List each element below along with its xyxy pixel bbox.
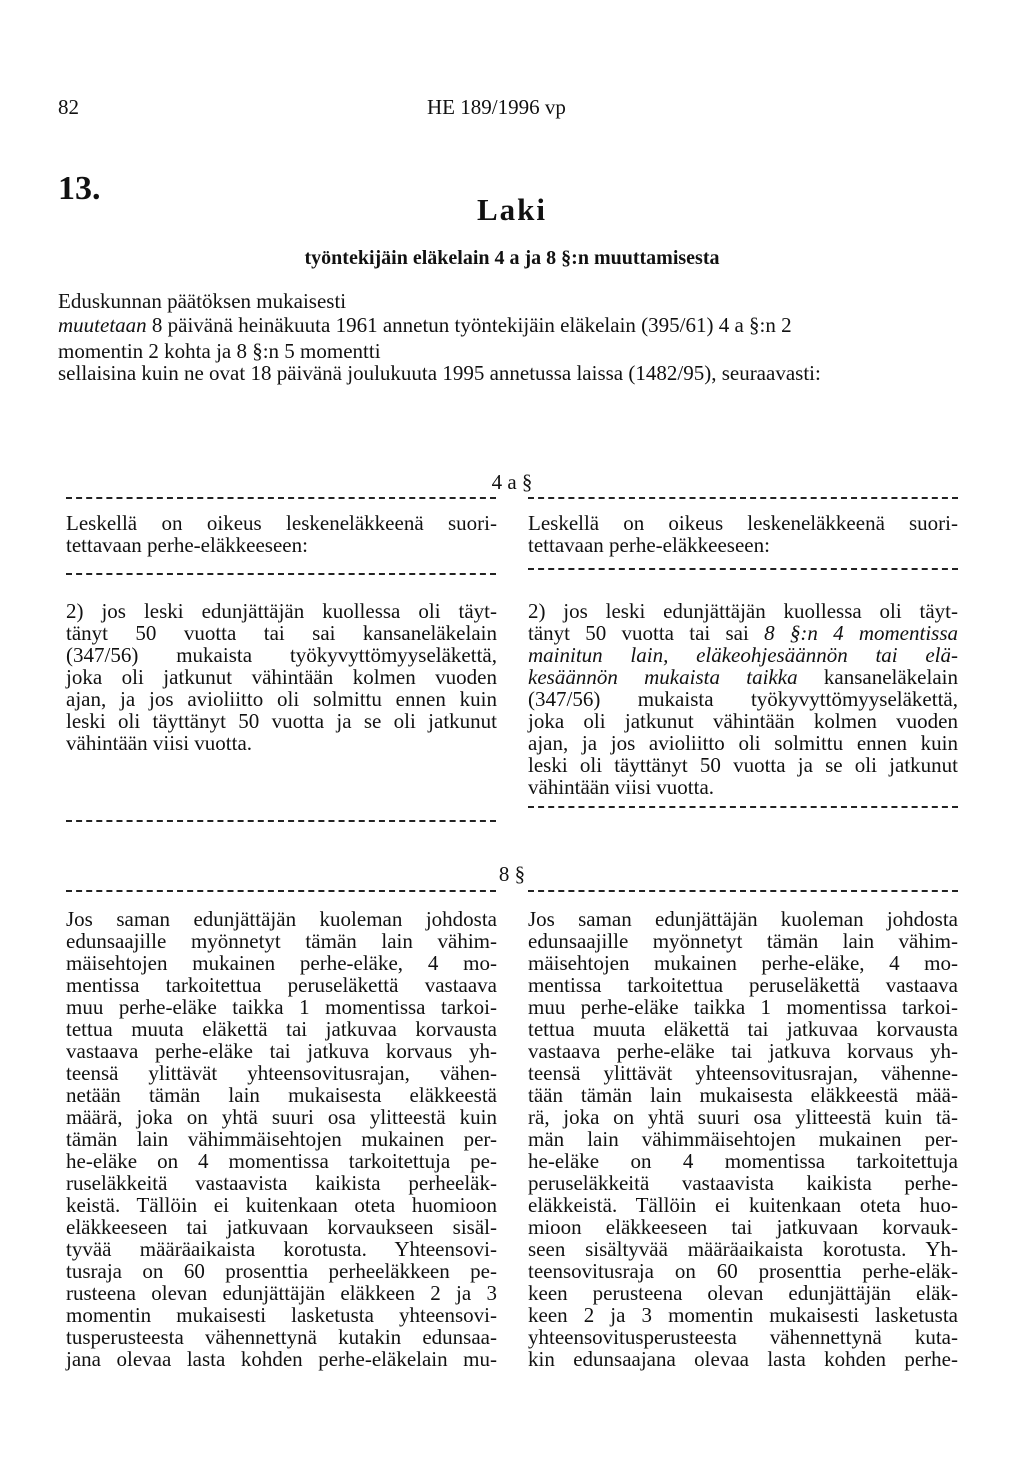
text-line: rusteena olevan edunjättäjän eläkkeen 2 ja 3 [66, 1281, 497, 1305]
text-line: tusraja on 60 prosenttia perheeläkkeen pe- [66, 1259, 497, 1283]
intro-line-2 [58, 314, 978, 336]
text-line: ruseläkkeitä vastaavista kaikista perheeläk- [66, 1171, 497, 1195]
text-line [528, 644, 958, 666]
text-line: vähintään viisi vuotta. [66, 731, 253, 755]
text-line: leski oli täyttänyt 50 vuotta ja se oli jatkunut [528, 753, 958, 777]
law-title: Laki [476, 192, 548, 227]
intro-line-2-rest: 8 päivänä heinäkuuta 1961 annetun työntekijäin eläkelain (395/61) 4 a §:n 2 [146, 313, 792, 337]
intro-line-1: Eduskunnan päätöksen mukaisesti [58, 289, 347, 313]
text-line: tusperusteesta vähennettynä kutakin edunsaa- [66, 1325, 497, 1349]
text-line: eläkkeistä. Tällöin ei kuitenkaan oteta huo- [528, 1193, 958, 1217]
text-line: tänyt 50 vuotta tai sai kansaneläkelain [66, 621, 497, 645]
section-8-heading: 8 § [498, 862, 526, 886]
text-line: keistä. Tällöin ei kuitenkaan oteta huomioon [66, 1193, 497, 1217]
dashed-rule [66, 820, 496, 822]
text-line: he-eläke on 4 momentissa tarkoitettuja [528, 1149, 958, 1173]
text-line: 2) jos leski edunjättäjän kuollessa oli täyt- [528, 599, 958, 623]
text-line: tämän lain vähimmäisehtojen mukainen per- [66, 1127, 497, 1151]
text-line: ajan, ja jos avioliitto oli solmittu ennen kuin [66, 687, 497, 711]
section-4a-heading: 4 a § [491, 470, 533, 494]
text-line: eläkkeeseen tai jatkuvaan korvaukseen sisäl- [66, 1215, 497, 1239]
text-line: keen 2 ja 3 momentin mukaisesti lasketusta [528, 1303, 958, 1327]
text-line: teensä ylittävät yhteensovitusrajan, vähenne- [528, 1061, 958, 1085]
text-line: momentin mukaisesti lasketusta yhteensovi- [66, 1303, 497, 1327]
text-line: vähintään viisi vuotta. [528, 775, 715, 799]
text-line: teensovitusraja on 60 prosenttia perhe-eläk- [528, 1259, 958, 1283]
dashed-rule [528, 568, 958, 570]
text-line: (347/56) mukaista työkyvyttömyyseläkettä, [528, 687, 958, 711]
text-line: (347/56) mukaista työkyvyttömyyseläkettä, [66, 643, 497, 667]
text-line: mentissa tarkoitettua peruseläkettä vastaava [66, 973, 497, 997]
dashed-rule [528, 890, 958, 892]
text-line: Leskellä on oikeus leskeneläkkeenä suori- [528, 511, 958, 535]
document-reference: HE 189/1996 vp [427, 95, 566, 119]
text-line: rä, joka on yhtä suuri osa ylitteestä kuin tä- [528, 1105, 958, 1129]
section-number: 13. [58, 170, 101, 207]
text-line: tettua muuta eläkettä tai jatkuvaa korvausta [66, 1017, 497, 1041]
text-line: joka oli jatkunut vähintään kolmen vuoden [528, 709, 958, 733]
intro-line-3: momentin 2 kohta ja 8 §:n 5 momentti [58, 339, 381, 363]
text-line: he-eläke on 4 momentissa tarkoitettuja pe- [66, 1149, 497, 1173]
text-line [528, 666, 958, 688]
text-line: mentissa tarkoitettua peruseläkettä vastaava [528, 973, 958, 997]
sec8-left-text [66, 908, 497, 1370]
page-number: 82 [58, 95, 79, 119]
intro-line-4: sellaisina kuin ne ovat 18 päivänä joulukuuta 1995 annetussa laissa (1482/95), seuraavasti: [58, 361, 821, 385]
dashed-rule [66, 890, 496, 892]
text-line: Jos saman edunjättäjän kuoleman johdosta [66, 907, 497, 931]
text-line: teensä ylittävät yhteensovitusrajan, vähen- [66, 1061, 497, 1085]
text-line: peruseläkkeitä vastaavista kaikista perhe- [528, 1171, 958, 1195]
law-subtitle: työntekijäin eläkelain 4 a ja 8 §:n muuttamisesta [304, 247, 720, 269]
text-line: mäisehtojen mukainen perhe-eläke, 4 mo- [66, 951, 497, 975]
text-line: jana olevaa lasta kohden perhe-eläkelain mu- [66, 1347, 497, 1371]
text-line: tettua muuta eläkettä tai jatkuvaa korvausta [528, 1017, 958, 1041]
text-span: tänyt 50 vuotta tai sai [528, 621, 765, 645]
text-line: tyvää määräaikaista korotusta. Yhteensovi- [66, 1237, 497, 1261]
text-line: vastaava perhe-eläke tai jatkuva korvaus yh- [66, 1039, 497, 1063]
text-line: tettavaan perhe-eläkkeeseen: [528, 533, 770, 557]
text-line: mäisehtojen mukainen perhe-eläke, 4 mo- [528, 951, 958, 975]
amended-text: mainitun lain, eläkeohjesäännön tai elä- [528, 643, 958, 667]
text-line: keen perusteena olevan edunjättäjän eläk- [528, 1281, 958, 1305]
text-line: män lain vähimmäisehtojen mukainen per- [528, 1127, 958, 1151]
text-line: mioon eläkkeeseen tai jatkuvaan korvauk- [528, 1215, 958, 1239]
dashed-rule [528, 497, 958, 499]
text-line: netään tämän lain mukaisesta eläkkeestä [66, 1083, 497, 1107]
dashed-rule [528, 806, 958, 808]
sec4a-left-p1 [66, 512, 497, 556]
text-line: joka oli jatkunut vähintään kolmen vuoden [66, 665, 497, 689]
text-line: vastaava perhe-eläke tai jatkuva korvaus yh- [528, 1039, 958, 1063]
text-line: leski oli täyttänyt 50 vuotta ja se oli jatkunut [66, 709, 497, 733]
amended-text: kesäännön mukaista taikka [528, 665, 798, 689]
text-line: muu perhe-eläke taikka 1 momentissa tarkoi- [528, 995, 958, 1019]
dashed-rule [66, 497, 496, 499]
text-line: tettavaan perhe-eläkkeeseen: [66, 533, 308, 557]
intro-amend-verb: muutetaan [58, 313, 147, 337]
text-line: tään tämän lain mukaisesta eläkkeestä mää- [528, 1083, 958, 1107]
text-span: kansaneläkelain [797, 665, 958, 689]
text-line: muu perhe-eläke taikka 1 momentissa tarkoi- [66, 995, 497, 1019]
text-line: kin edunsaajana olevaa lasta kohden perhe- [528, 1347, 958, 1371]
text-line: edunsaajille myönnetyt tämän lain vähim- [528, 929, 958, 953]
sec8-right-text [528, 908, 958, 1370]
amended-text: 8 §:n 4 momentissa [764, 621, 958, 645]
dashed-rule [66, 573, 496, 575]
text-line: määrä, joka on yhtä suuri osa ylitteestä kuin [66, 1105, 497, 1129]
text-line: Leskellä on oikeus leskeneläkkeenä suori- [66, 511, 497, 535]
sec4a-right-p2 [528, 600, 958, 798]
text-line: Jos saman edunjättäjän kuoleman johdosta [528, 907, 958, 931]
text-line: ajan, ja jos avioliitto oli solmittu ennen kuin [528, 731, 958, 755]
text-line: yhteensovitusperusteesta vähennettynä kuta- [528, 1325, 958, 1349]
text-line: 2) jos leski edunjättäjän kuollessa oli täyt- [66, 599, 497, 623]
sec4a-left-p2 [66, 600, 497, 754]
sec4a-right-p1 [528, 512, 958, 556]
text-line [528, 622, 958, 644]
text-line: seen sisältyvää määräaikaista korotusta. Yh- [528, 1237, 958, 1261]
text-line: edunsaajille myönnetyt tämän lain vähim- [66, 929, 497, 953]
